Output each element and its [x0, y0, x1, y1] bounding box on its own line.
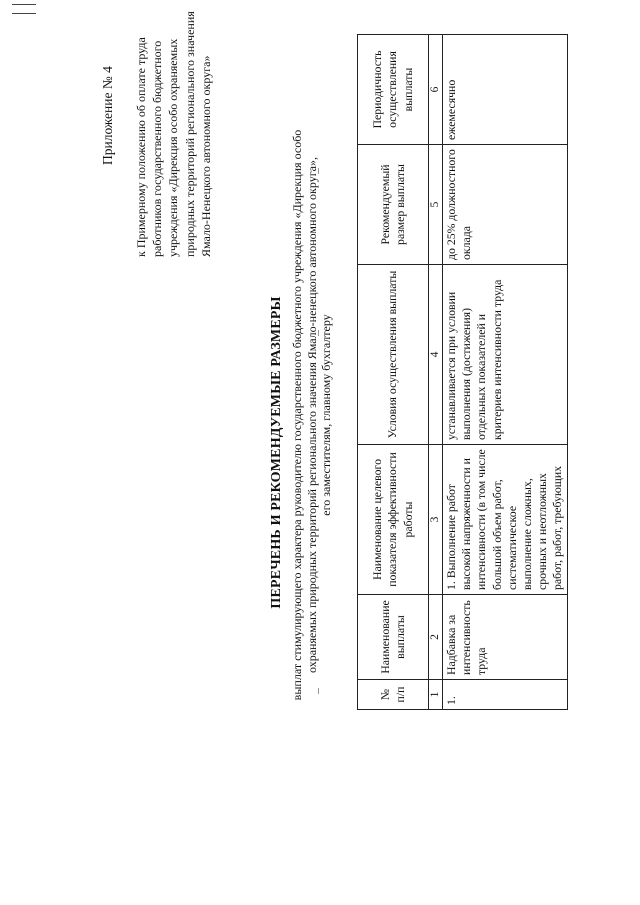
subtitle-line-2: охраняемых природных территорий регионального значения Ямало-ненецкого автономного округа», — [304, 157, 319, 673]
header-payment-name: Наименование выплаты — [358, 595, 429, 680]
table-row — [443, 35, 568, 710]
cell-conditions: устанавливается при условии выполнения (достижения) отдельных показателей и критериев интенсивности труда — [443, 265, 568, 445]
document-title: ПЕРЕЧЕНЬ И РЕКОМЕНДУЕМЫЕ РАЗМЕРЫ — [269, 296, 284, 609]
column-number: 6 — [429, 35, 443, 145]
corner-mark — [12, 4, 36, 14]
header-amount: Рекомендуемый размер выплаты — [358, 145, 429, 265]
cell-payment-name: Надбавка за интенсивность труда — [443, 595, 568, 680]
column-number: 5 — [429, 145, 443, 265]
cell-number: 1. — [443, 680, 568, 710]
header-number: № п/п — [358, 680, 429, 710]
cell-periodicity: ежемесячно — [443, 35, 568, 145]
appendix-title: Приложение № 4 — [100, 66, 115, 165]
subtitle-line-3: его заместителям, главному бухгалтеру — [319, 314, 333, 516]
column-number: 2 — [429, 595, 443, 680]
payments-table — [357, 34, 568, 710]
appendix-text: к Примерному положению об оплате труда работников государственного бюджетного учреждения «Дирекция особо охраняемых природных территорий регионального значения Ямало-Ненецкого автономного округа» — [134, 11, 213, 257]
cell-amount: до 25% должностного оклада — [443, 145, 568, 265]
cell-indicator: 1. Выполнение работ высокой напряженности и интенсивности (в том числе большой объем работ, систематическое выполнение сложных, срочных и неотложных работ, работ, требующих — [443, 445, 568, 595]
document-subtitle — [290, 120, 334, 710]
column-number: 1 — [429, 680, 443, 710]
header-indicator: Наименование целевого показателя эффективности работы — [358, 445, 429, 595]
column-number: 3 — [429, 445, 443, 595]
column-number-row — [429, 35, 443, 710]
column-number: 4 — [429, 265, 443, 445]
header-conditions: Условия осуществления выплаты — [358, 265, 429, 445]
subtitle-line-1: выплат стимулирующего характера руководителю государственного бюджетного учреждения «Дирекция особо — [290, 129, 304, 701]
margin-tick — [318, 330, 319, 336]
margin-tick — [318, 688, 319, 694]
table-header-row — [358, 35, 429, 710]
header-periodicity: Периодичность осуществления выплаты — [358, 35, 429, 145]
margin-tick — [318, 168, 319, 174]
